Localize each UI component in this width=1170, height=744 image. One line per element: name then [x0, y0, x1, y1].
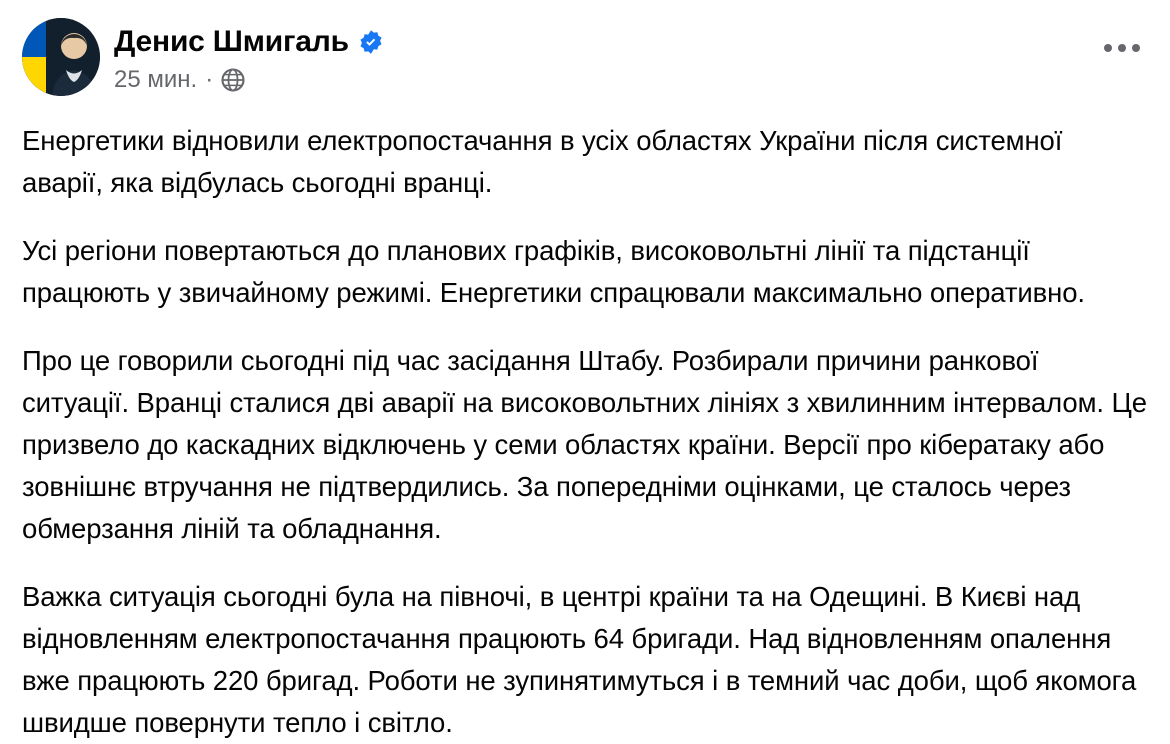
more-dot-2	[1118, 44, 1126, 52]
more-dot-1	[1104, 44, 1112, 52]
post-text	[22, 120, 1148, 744]
post-meta	[114, 66, 384, 94]
post-header-text	[114, 18, 384, 94]
avatar[interactable]	[22, 18, 100, 96]
globe-icon[interactable]	[221, 68, 245, 92]
post-paragraph: Усі регіони повертаються до планових графіків, високовольтні лінії та підстанції працюють у звичайному режимі. Енергетики спрацювали максимально оперативно.	[22, 235, 1085, 308]
post-timestamp[interactable]: 25 мин.	[114, 66, 198, 93]
verified-badge-icon	[358, 29, 384, 55]
author-row	[114, 24, 384, 60]
author-name[interactable]: Денис Шмигаль	[114, 25, 349, 58]
post-header	[22, 18, 1148, 96]
meta-separator: ·	[205, 66, 214, 93]
post-paragraph: Про це говорили сьогодні під час засідання Штабу. Розбирали причини ранкової ситуації. Вранці сталися дві аварії на високовольтних лініях з хвилинним інтервалом. Це призвело до каскадних відключень у семи областях країни. Версії про кібератаку або зовнішнє втручання не підтвердились. За попередніми оцінками, це сталось через обмерзання ліній та обладнання.	[22, 345, 1147, 544]
more-options-button[interactable]	[1096, 28, 1148, 68]
post-paragraph: Важка ситуація сьогодні була на півночі, в центрі країни та на Одещині. В Києві над відновленням електропостачання працюють 64 бригади. Над відновленням опалення вже працюють 220 бригад. Роботи не зупинятимуться і в темний час доби, щоб якомога швидше повернути тепло і світло.	[22, 581, 1137, 738]
more-dot-3	[1132, 44, 1140, 52]
post-paragraph: Енергетики відновили електропостачання в усіх областях України після системної аварії, яка відбулась сьогодні вранці.	[22, 125, 1063, 198]
avatar-image	[22, 18, 100, 96]
